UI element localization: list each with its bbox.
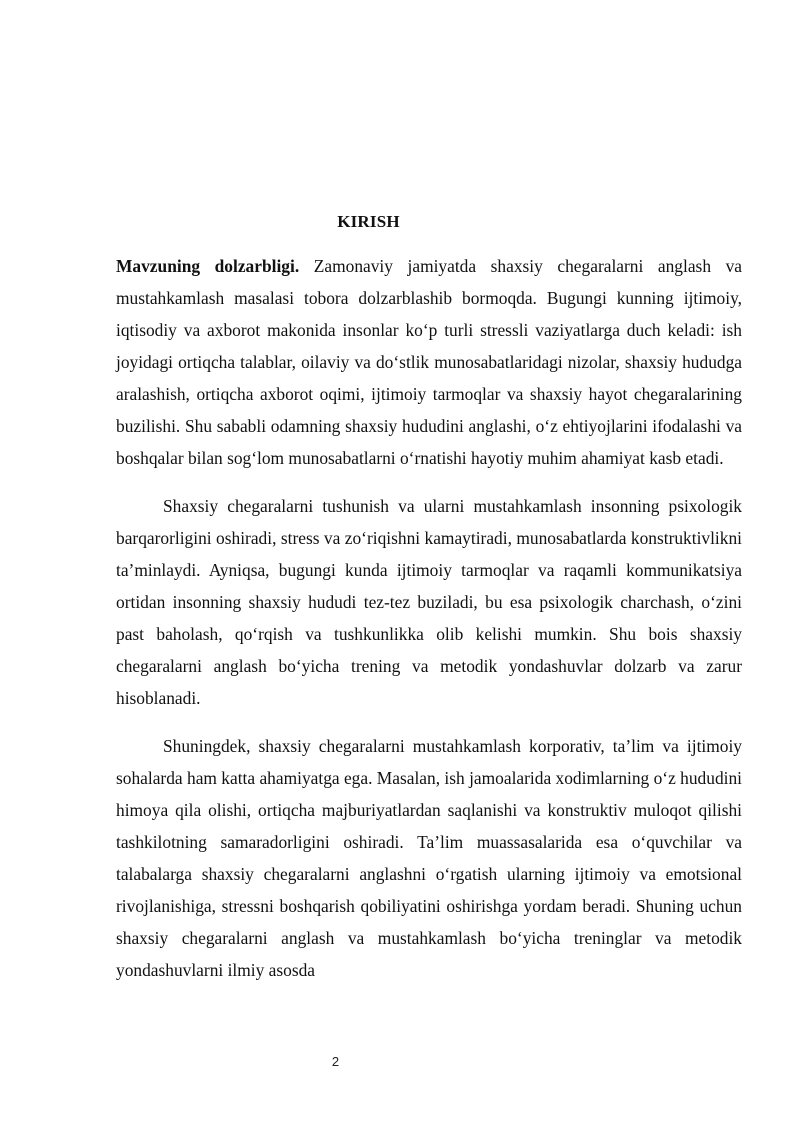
section-heading: KIRISH — [337, 212, 400, 231]
paragraph-boundaries: Shaxsiy chegaralarni tushunish va ularni mustahkamlash insonning psixologik barqarorligini oshiradi, stress va zoʻriqishni kamaytiradi, munosabatlarda konstruktivlikni ta’minlaydi. Ayniqsa, bugungi kunda ijtimoiy tarmoqlar va raqamli kommunikatsiya ortidan insonning shaxsiy hududi tez-tez buziladi, bu esa psixologik charchash, oʻzini past baholash, qoʻrqish va tushkunlikka olib kelishi mumkin. Shu bois shaxsiy chegaralarni anglash boʻyicha trening va metodik yondashuvlar dolzarb va zarur hisoblanadi. — [116, 496, 742, 708]
paragraph-text: Zamonaviy jamiyatda shaxsiy chegaralarni anglash va mustahkamlash masalasi tobora dolzarblashib bormoqda. Bugungi kunning ijtimoiy, iqtisodiy va axborot makonida insonlar koʻp turli stressli vaziyatlarga duch keladi: ish joyidagi ortiqcha talablar, oilaviy va doʻstlik munosabatlaridagi nizolar, shaxsiy hududga aralashish, ortiqcha axborot oqimi, ijtimoiy tarmoqlar va shaxsiy hayot chegaralarining buzilishi. Shu sababli odamning shaxsiy hududini anglashi, oʻz ehtiyojlarini ifodalashi va boshqalar bilan sogʻlom munosabatlarni oʻrnatishi hayotiy muhim ahamiyat kasb etadi. — [116, 256, 742, 468]
page-number: 2 — [331, 1054, 340, 1069]
body-text — [116, 250, 742, 1002]
paragraph-spheres: Shuningdek, shaxsiy chegaralarni mustahkamlash korporativ, ta’lim va ijtimoiy sohalarda ham katta ahamiyatga ega. Masalan, ish jamoalarida xodimlarning oʻz hududini himoya qila olishi, ortiqcha majburiyatlardan saqlanishi va konstruktiv muloqot qilishi tashkilotning samaradorligini oshiradi. Ta’lim muassasalarida esa oʻquvchilar va talabalarga shaxsiy chegaralarni anglashni oʻrgatish ularning ijtimoiy va emotsional rivojlanishiga, stressni boshqarish qobiliyatini oshirishga yordam beradi. Shuning uchun shaxsiy chegaralarni anglash va mustahkamlash boʻyicha treninglar va metodik yondashuvlarni ilmiy asosda — [116, 736, 742, 980]
paragraph-relevance — [116, 250, 742, 474]
paragraph-lead: Mavzuning dolzarbligi. — [116, 256, 300, 276]
